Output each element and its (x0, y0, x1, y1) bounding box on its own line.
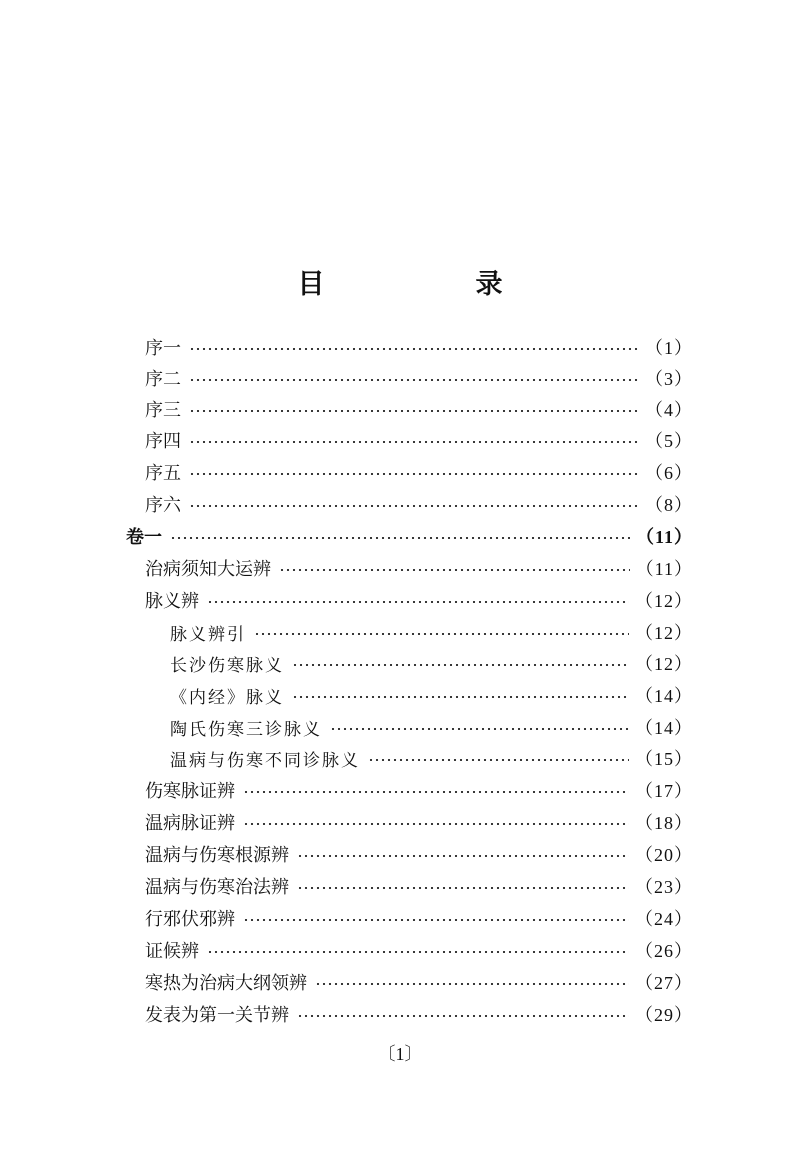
toc-entry-title: 序四 (145, 431, 181, 452)
toc-subentry (170, 617, 693, 647)
toc-entry (145, 585, 693, 615)
toc-entry (145, 871, 693, 901)
toc-entry-title: 寒热为治病大纲领辨 (145, 973, 307, 994)
toc-entry-title: 温病与伤寒根源辨 (145, 845, 289, 866)
toc-entry-title: 温病脉证辨 (145, 813, 235, 834)
toc-entry-title: 温病与伤寒不同诊脉义 (170, 750, 360, 771)
dot-leader (297, 887, 629, 889)
dot-leader (297, 1015, 629, 1017)
toc-entry-page: （11） (635, 559, 693, 579)
dot-leader (189, 379, 639, 381)
toc-entry-title: 脉义辨 (145, 591, 199, 612)
toc-entry-title: 行邪伏邪辨 (145, 909, 235, 930)
toc-entry (145, 775, 693, 805)
toc-entry-title: 序三 (145, 400, 181, 421)
dot-leader (243, 823, 629, 825)
dot-leader (189, 410, 639, 412)
dot-leader (243, 919, 629, 921)
toc-entry (145, 839, 693, 869)
toc-entry (145, 967, 693, 997)
toc-entry-page: （12） (635, 623, 693, 643)
dot-leader (297, 855, 629, 857)
toc-entry-page: （12） (635, 591, 693, 611)
toc-entry-page: （11） (635, 527, 693, 547)
toc-entry (145, 807, 693, 837)
dot-leader (189, 348, 639, 350)
dot-leader (207, 951, 629, 953)
toc-entry-page: （17） (635, 781, 693, 801)
toc-entry-page: （12） (635, 654, 693, 674)
dot-leader (292, 664, 629, 666)
toc-entry-title: 证候辨 (145, 941, 199, 962)
toc-subentry (170, 743, 693, 773)
toc-entry-title: 温病与伤寒治法辨 (145, 877, 289, 898)
dot-leader (170, 537, 630, 539)
toc-entry-page: （26） (635, 941, 693, 961)
toc-entry (145, 457, 693, 487)
toc-entry (145, 935, 693, 965)
toc-subentry (170, 680, 693, 710)
toc-entry-page: （18） (635, 813, 693, 833)
toc-entry-page: （4） (645, 400, 693, 420)
toc-entry-title: 卷一 (126, 527, 162, 548)
toc-entry-page: （1） (645, 338, 693, 358)
toc-entry-page: （20） (635, 845, 693, 865)
dot-leader (243, 791, 629, 793)
toc-entry-title: 序二 (145, 369, 181, 390)
toc-entry (145, 999, 693, 1029)
dot-leader (189, 505, 639, 507)
toc-entry (145, 332, 693, 362)
toc-entry (145, 489, 693, 519)
toc-entry (145, 363, 693, 393)
dot-leader (330, 728, 629, 730)
toc-entry (145, 394, 693, 424)
toc-entry-title: 陶氏伤寒三诊脉义 (170, 719, 322, 740)
toc-entry (145, 553, 693, 583)
toc-entry-title: 长沙伤寒脉义 (170, 655, 284, 676)
toc-entry-title: 脉义辨引 (170, 624, 246, 645)
page-number: 〔1〕 (377, 1044, 423, 1064)
dot-leader (292, 696, 629, 698)
dot-leader (254, 633, 629, 635)
toc-entry-title: 发表为第一关节辨 (145, 1005, 289, 1026)
toc-entry-page: （15） (635, 749, 693, 769)
toc-entry-title: 伤寒脉证辨 (145, 781, 235, 802)
toc-entry-title: 序六 (145, 495, 181, 516)
toc-entry-page: （14） (635, 718, 693, 738)
dot-leader (207, 601, 629, 603)
toc-entry-page: （24） (635, 909, 693, 929)
toc-entry (145, 425, 693, 455)
toc-entry-page: （3） (645, 369, 693, 389)
toc-entry-title: 序五 (145, 463, 181, 484)
dot-leader (279, 569, 630, 571)
dot-leader (189, 473, 639, 475)
dot-leader (189, 441, 639, 443)
toc-entry (145, 903, 693, 933)
toc-entry-title: 《内经》脉义 (170, 687, 284, 708)
dot-leader (368, 759, 629, 761)
toc-entry-page: （27） (635, 973, 693, 993)
page-title: 目 录 (297, 269, 565, 300)
toc-entry-page: （6） (645, 463, 693, 483)
toc-subentry (170, 712, 693, 742)
toc-entry-page: （14） (635, 686, 693, 706)
dot-leader (315, 983, 629, 985)
toc-entry-page: （5） (645, 431, 693, 451)
toc-entry-page: （23） (635, 877, 693, 897)
toc-entry-page: （8） (645, 495, 693, 515)
toc-entry-title: 序一 (145, 338, 181, 359)
toc-volume-entry (126, 521, 693, 551)
toc-entry-page: （29） (635, 1005, 693, 1025)
toc-subentry (170, 648, 693, 678)
toc-entry-title: 治病须知大运辨 (145, 559, 271, 580)
